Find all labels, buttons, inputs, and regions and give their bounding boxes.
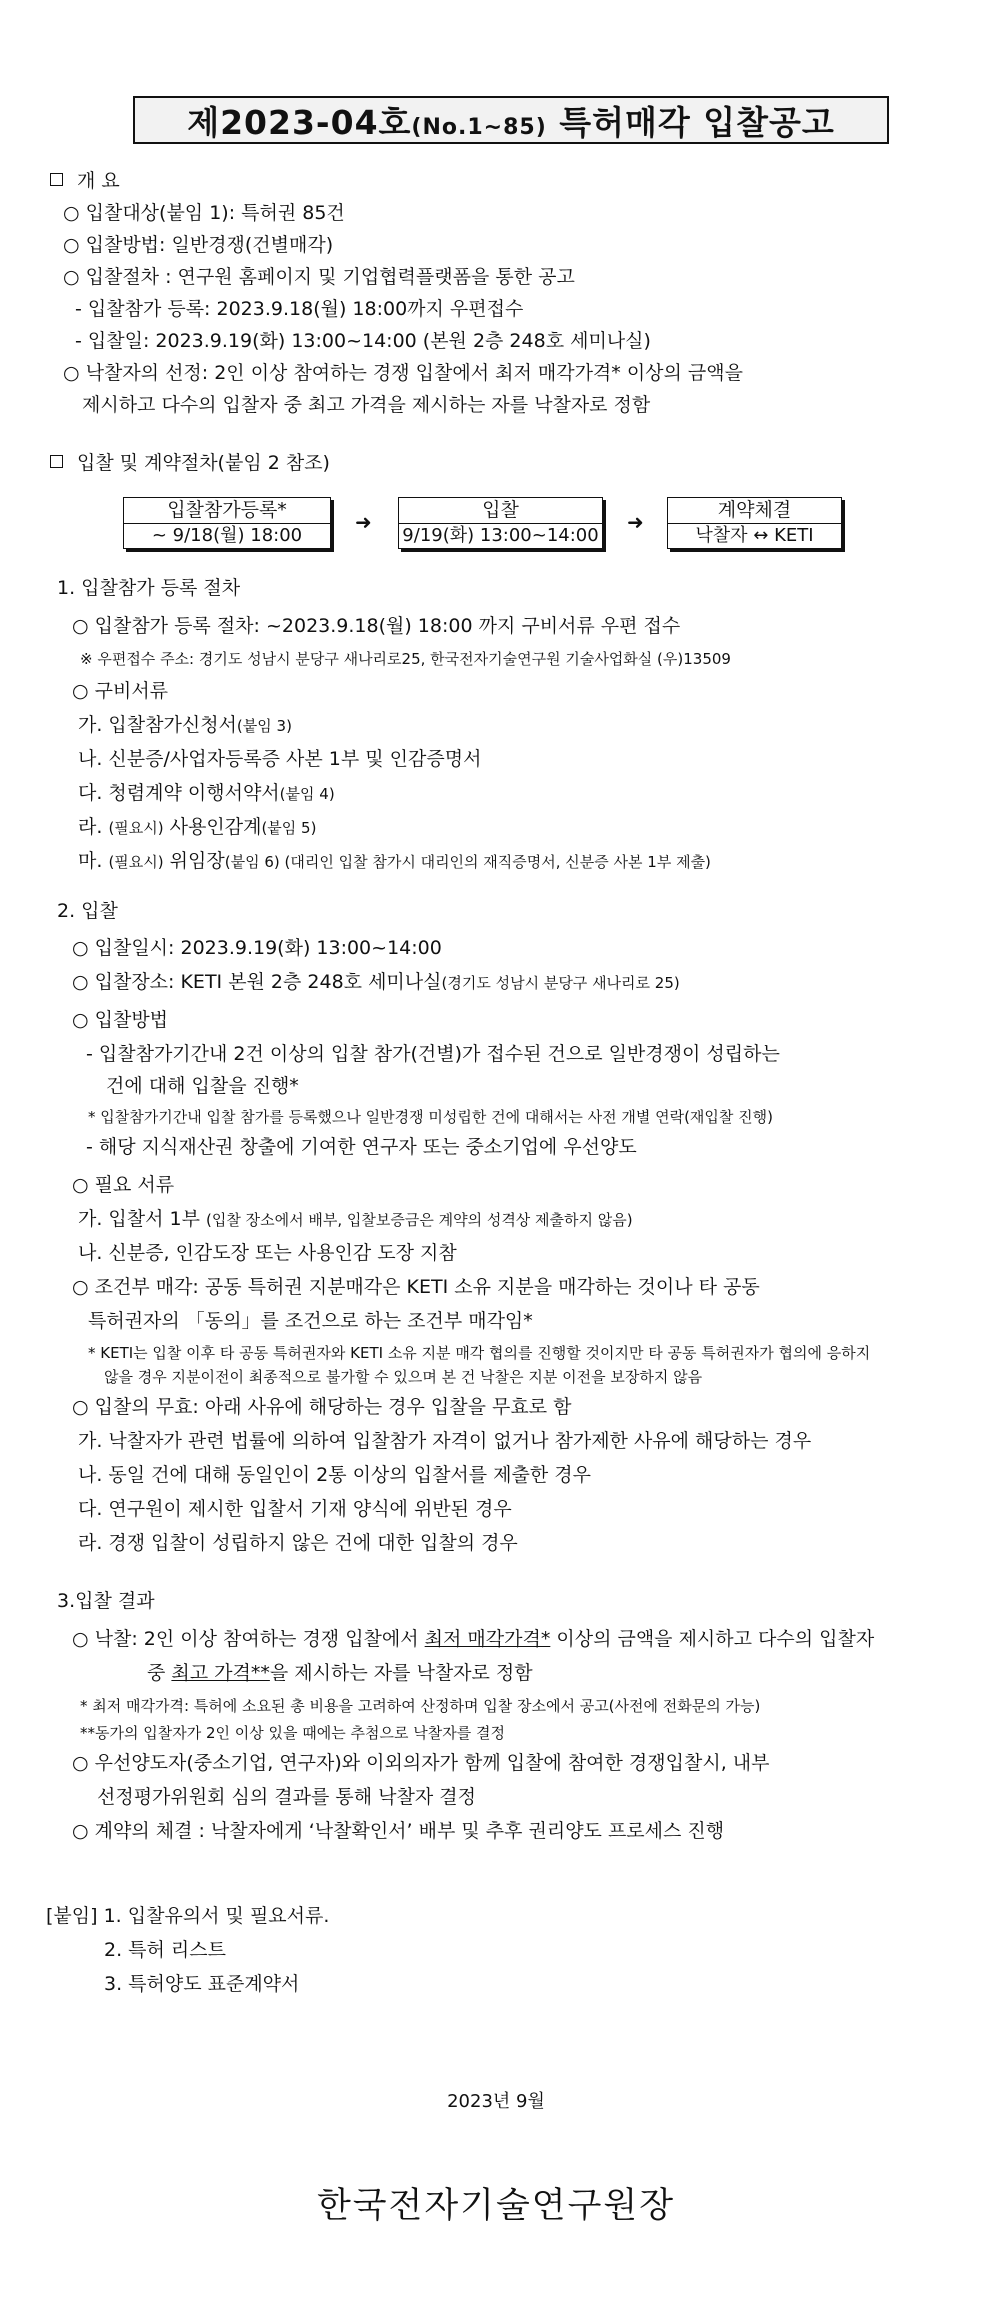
section1-doc: 가. 입찰참가신청서(붙임 3) bbox=[78, 714, 292, 736]
overview-item: ○ 입찰절차 : 연구원 홈페이지 및 기업협력플랫폼을 통한 공고 bbox=[63, 266, 575, 288]
attachment-item: 2. 특허 리스트 bbox=[104, 1939, 226, 1961]
section3-line-cont: 중 최고 가격**을 제시하는 자를 낙찰자로 정함 bbox=[147, 1662, 533, 1684]
checkbox-square-icon bbox=[50, 173, 63, 186]
section3-note: * 최저 매각가격: 특허에 소요된 총 비용을 고려하여 산정하며 입찰 장소에서 공고(사전에 전화문의 가능) bbox=[80, 1697, 761, 1715]
section3-heading: 3.입찰 결과 bbox=[57, 1590, 155, 1612]
arrow-right-icon: ➜ bbox=[627, 510, 644, 534]
flow-step-date: 낙찰자 ↔ KETI bbox=[695, 524, 814, 546]
title-range: (No.1~85) bbox=[411, 114, 547, 140]
flow-step-title: 입찰참가등록* bbox=[124, 498, 330, 524]
section2-subline: - 입찰참가기간내 2건 이상의 입찰 참가(건별)가 접수된 건으로 일반경쟁이 성립하는 bbox=[86, 1043, 780, 1065]
section1-doc: 라. (필요시) 사용인감계(붙임 5) bbox=[78, 816, 317, 838]
overview-item: ○ 입찰방법: 일반경쟁(건별매각) bbox=[63, 234, 334, 256]
section2-note-cont: 않을 경우 지분이전이 최종적으로 불가할 수 있으며 본 건 낙찰은 지분 이전을 보장하지 않음 bbox=[104, 1368, 703, 1386]
section2-note: * 입찰참가기간내 입찰 참가를 등록했으나 일반경쟁 미성립한 건에 대해서는 사전 개별 연락(재입찰 진행) bbox=[88, 1108, 774, 1126]
section2-doc: 가. 낙찰자가 관련 법률에 의하여 입찰참가 자격이 없거나 참가제한 사유에 해당하는 경우 bbox=[78, 1430, 812, 1452]
section2-doc: 라. 경쟁 입찰이 성립하지 않은 건에 대한 입찰의 경우 bbox=[78, 1532, 518, 1554]
section2-line-cont: 특허권자의 「동의」를 조건으로 하는 조건부 매각임* bbox=[88, 1310, 533, 1332]
section3-note: **동가의 입찰자가 2인 이상 있을 때에는 추첨으로 낙찰자를 결정 bbox=[80, 1724, 505, 1742]
document-date: 2023년 9월 bbox=[447, 2091, 545, 2112]
checkbox-square-icon bbox=[50, 455, 63, 468]
section2-line: ○ 입찰장소: KETI 본원 2층 248호 세미나실(경기도 성남시 분당구 새나리로 25) bbox=[72, 971, 680, 993]
section2-line: ○ 조건부 매각: 공동 특허권 지분매각은 KETI 소유 지분을 매각하는 것이나 타 공동 bbox=[72, 1276, 760, 1298]
flow-step-bid bbox=[398, 497, 603, 549]
section2-doc: 나. 동일 건에 대해 동일인이 2통 이상의 입찰서를 제출한 경우 bbox=[78, 1464, 591, 1486]
section2-line: ○ 입찰일시: 2023.9.19(화) 13:00~14:00 bbox=[72, 937, 442, 959]
title-box bbox=[133, 96, 889, 144]
section2-subline-cont: 건에 대해 입찰을 진행* bbox=[106, 1075, 299, 1097]
section2-doc: 가. 입찰서 1부 (입찰 장소에서 배부, 입찰보증금은 계약의 성격상 제출하지 않음) bbox=[78, 1208, 633, 1230]
attachment-item: 3. 특허양도 표준계약서 bbox=[104, 1973, 300, 1995]
issuing-organization: 한국전자기술연구원장 bbox=[316, 2186, 676, 2226]
overview-subitem: - 입찰일: 2023.9.19(화) 13:00~14:00 (본원 2층 248호 세미나실) bbox=[75, 330, 651, 352]
page-title bbox=[187, 97, 835, 144]
overview-item: ○ 낙찰자의 선정: 2인 이상 참여하는 경쟁 입찰에서 최저 매각가격* 이상의 금액을 bbox=[63, 362, 743, 384]
flow-step-title: 계약체결 bbox=[668, 498, 841, 524]
overview-item: ○ 입찰대상(붙임 1): 특허권 85건 bbox=[63, 202, 345, 224]
section1-doc: 나. 신분증/사업자등록증 사본 1부 및 인감증명서 bbox=[78, 748, 482, 770]
title-text: 특허매각 입찰공고 bbox=[546, 102, 835, 142]
flow-step-title: 입찰 bbox=[399, 498, 602, 524]
overview-subitem: - 입찰참가 등록: 2023.9.18(월) 18:00까지 우편접수 bbox=[75, 298, 524, 320]
title-number: 제2023-04호 bbox=[187, 102, 412, 142]
section2-doc: 다. 연구원이 제시한 입찰서 기재 양식에 위반된 경우 bbox=[78, 1498, 512, 1520]
flow-step-date: 9/19(화) 13:00~14:00 bbox=[402, 524, 599, 546]
attachments-label: [붙임] 1. 입찰유의서 및 필요서류. bbox=[46, 1905, 330, 1927]
section3-line: ○ 계약의 체결 : 낙찰자에게 ‘낙찰확인서’ 배부 및 추후 권리양도 프로세스 진행 bbox=[72, 1820, 725, 1842]
section3-line-cont: 선정평가위원회 심의 결과를 통해 낙찰자 결정 bbox=[97, 1786, 476, 1808]
section1-note: ※ 우편접수 주소: 경기도 성남시 분당구 새나리로25, 한국전자기술연구원 기술사업화실 (우)13509 bbox=[80, 650, 731, 668]
overview-heading: 개 요 bbox=[50, 170, 120, 193]
section2-doc: 나. 신분증, 인감도장 또는 사용인감 도장 지참 bbox=[78, 1242, 457, 1264]
arrow-right-icon: ➜ bbox=[355, 510, 372, 534]
section1-doc: 다. 청렴계약 이행서약서(붙임 4) bbox=[78, 782, 335, 804]
section1-line: ○ 입찰참가 등록 절차: ~2023.9.18(월) 18:00 까지 구비서류 우편 접수 bbox=[72, 615, 681, 637]
section2-subline: - 해당 지식재산권 창출에 기여한 연구자 또는 중소기업에 우선양도 bbox=[86, 1136, 637, 1158]
section2-line: ○ 입찰의 무효: 아래 사유에 해당하는 경우 입찰을 무효로 함 bbox=[72, 1396, 572, 1418]
flow-step-contract bbox=[667, 497, 842, 549]
procedure-heading: 입찰 및 계약절차(붙임 2 참조) bbox=[50, 452, 330, 475]
section1-doc: 마. (필요시) 위임장(붙임 6) (대리인 입찰 참가시 대리인의 재직증명서, 신분증 사본 1부 제출) bbox=[78, 850, 711, 872]
flow-step-date: ~ 9/18(월) 18:00 bbox=[151, 524, 303, 546]
section2-note: * KETI는 입찰 이후 타 공동 특허권자와 KETI 소유 지분 매각 협의를 진행할 것이지만 타 공동 특허권자가 협의에 응하지 bbox=[88, 1344, 871, 1362]
section3-line: ○ 우선양도자(중소기업, 연구자)와 이외의자가 함께 입찰에 참여한 경쟁입찰시, 내부 bbox=[72, 1752, 770, 1774]
overview-item-cont: 제시하고 다수의 입찰자 중 최고 가격을 제시하는 자를 낙찰자로 정함 bbox=[82, 394, 651, 416]
section1-heading: 1. 입찰참가 등록 절차 bbox=[57, 577, 241, 599]
section2-line: ○ 입찰방법 bbox=[72, 1009, 169, 1031]
flow-step-register bbox=[123, 497, 331, 549]
section1-line: ○ 구비서류 bbox=[72, 680, 169, 702]
section2-line: ○ 필요 서류 bbox=[72, 1174, 175, 1196]
section3-line: ○ 낙찰: 2인 이상 참여하는 경쟁 입찰에서 최저 매각가격* 이상의 금액을 제시하고 다수의 입찰자 bbox=[72, 1628, 875, 1650]
section2-heading: 2. 입찰 bbox=[57, 900, 118, 922]
